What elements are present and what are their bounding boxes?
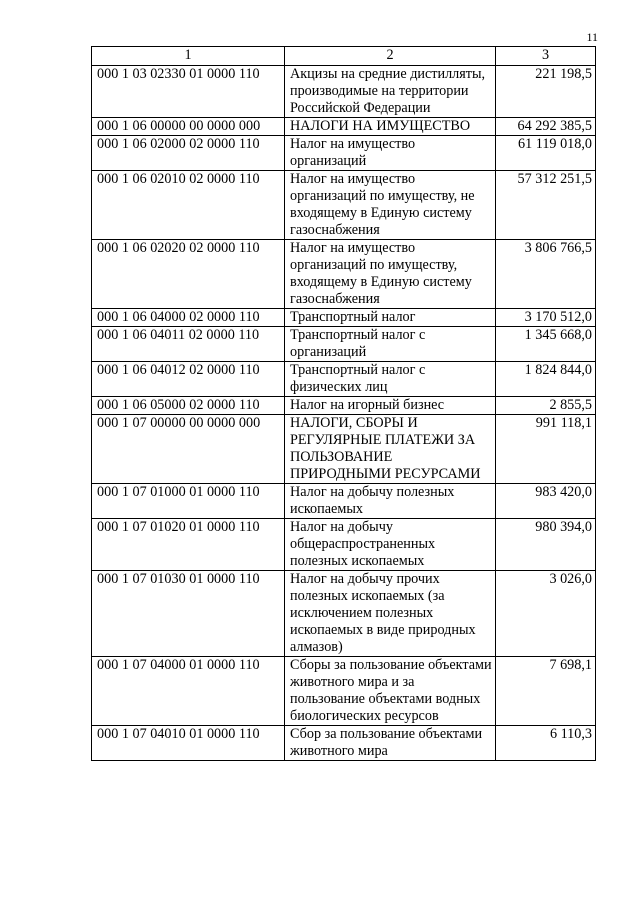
row-name: Налог на имущество организаций по имуществу, не входящему в Единую систему газоснабжения — [285, 171, 496, 240]
row-name: Сборы за пользование объектами животного мира и за пользование объектами водных биологических ресурсов — [285, 657, 496, 726]
row-code: 000 1 03 02330 01 0000 110 — [92, 66, 285, 118]
row-name: Налог на имущество организаций по имуществу, входящему в Единую систему газоснабжения — [285, 240, 496, 309]
row-amount: 991 118,1 — [496, 415, 596, 484]
column-header-code: 1 — [92, 47, 285, 66]
table-row — [92, 484, 596, 519]
table-row — [92, 362, 596, 397]
row-amount: 3 806 766,5 — [496, 240, 596, 309]
row-name: Транспортный налог с организаций — [285, 327, 496, 362]
row-amount: 1 345 668,0 — [496, 327, 596, 362]
table-row — [92, 519, 596, 571]
row-name: Налог на игорный бизнес — [285, 397, 496, 415]
row-code: 000 1 06 04011 02 0000 110 — [92, 327, 285, 362]
row-amount: 2 855,5 — [496, 397, 596, 415]
row-name: НАЛОГИ, СБОРЫ И РЕГУЛЯРНЫЕ ПЛАТЕЖИ ЗА ПОЛЬЗОВАНИЕ ПРИРОДНЫМИ РЕСУРСАМИ — [285, 415, 496, 484]
row-amount: 64 292 385,5 — [496, 118, 596, 136]
row-code: 000 1 07 01020 01 0000 110 — [92, 519, 285, 571]
column-header-name: 2 — [285, 47, 496, 66]
row-amount: 3 170 512,0 — [496, 309, 596, 327]
row-code: 000 1 06 02010 02 0000 110 — [92, 171, 285, 240]
row-code: 000 1 06 02000 02 0000 110 — [92, 136, 285, 171]
row-code: 000 1 07 01030 01 0000 110 — [92, 571, 285, 657]
table-row — [92, 657, 596, 726]
table-row — [92, 118, 596, 136]
table-row — [92, 136, 596, 171]
row-code: 000 1 06 02020 02 0000 110 — [92, 240, 285, 309]
row-code: 000 1 07 00000 00 0000 000 — [92, 415, 285, 484]
row-name: Налог на добычу прочих полезных ископаемых (за исключением полезных ископаемых в виде природных алмазов) — [285, 571, 496, 657]
row-code: 000 1 07 04010 01 0000 110 — [92, 726, 285, 761]
table-row — [92, 397, 596, 415]
table-row — [92, 66, 596, 118]
row-code: 000 1 06 00000 00 0000 000 — [92, 118, 285, 136]
row-amount: 6 110,3 — [496, 726, 596, 761]
row-amount: 57 312 251,5 — [496, 171, 596, 240]
budget-table — [91, 46, 596, 761]
row-amount: 3 026,0 — [496, 571, 596, 657]
table-row — [92, 327, 596, 362]
table-row — [92, 171, 596, 240]
row-name: Акцизы на средние дистилляты, производимые на территории Российской Федерации — [285, 66, 496, 118]
row-name: Транспортный налог с физических лиц — [285, 362, 496, 397]
row-name: Налог на добычу общераспространенных полезных ископаемых — [285, 519, 496, 571]
row-amount: 980 394,0 — [496, 519, 596, 571]
row-name: НАЛОГИ НА ИМУЩЕСТВО — [285, 118, 496, 136]
column-header-amount: 3 — [496, 47, 596, 66]
row-amount: 221 198,5 — [496, 66, 596, 118]
row-code: 000 1 06 05000 02 0000 110 — [92, 397, 285, 415]
row-amount: 1 824 844,0 — [496, 362, 596, 397]
row-amount: 61 119 018,0 — [496, 136, 596, 171]
page-number: 11 — [586, 30, 598, 44]
table-row — [92, 726, 596, 761]
row-code: 000 1 07 01000 01 0000 110 — [92, 484, 285, 519]
row-amount: 7 698,1 — [496, 657, 596, 726]
row-code: 000 1 06 04000 02 0000 110 — [92, 309, 285, 327]
table-row — [92, 571, 596, 657]
table-row — [92, 415, 596, 484]
row-name: Налог на добычу полезных ископаемых — [285, 484, 496, 519]
row-code: 000 1 06 04012 02 0000 110 — [92, 362, 285, 397]
row-name: Транспортный налог — [285, 309, 496, 327]
row-code: 000 1 07 04000 01 0000 110 — [92, 657, 285, 726]
table-row — [92, 309, 596, 327]
table-header-row — [92, 47, 596, 66]
table-row — [92, 240, 596, 309]
row-amount: 983 420,0 — [496, 484, 596, 519]
row-name: Налог на имущество организаций — [285, 136, 496, 171]
row-name: Сбор за пользование объектами животного мира — [285, 726, 496, 761]
